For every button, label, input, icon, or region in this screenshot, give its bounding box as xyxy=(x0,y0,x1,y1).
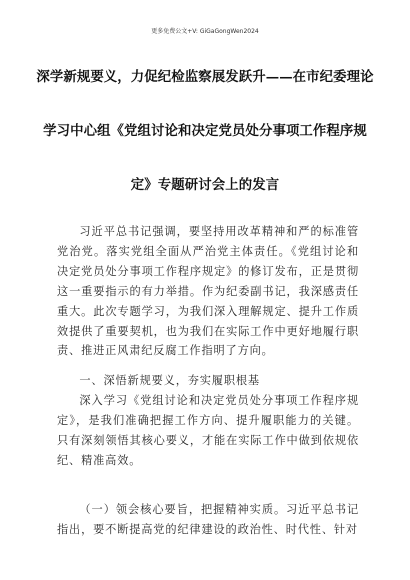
header-note: 更多免费公文+V: GiGaGongWen2024 xyxy=(151,28,259,35)
body-paragraph-section-1: 深入学习《党组讨论和决定党员处分事项工作程序规定》，是我们准确把握工作方向、提升履职能力的关键。只有深刻领悟其核心要义，才能在实际工作中做到依规依纪、精准高效。 xyxy=(57,394,359,467)
section-heading-1: 一、深悟新规要义，夯实履职根基 xyxy=(79,374,260,387)
title-line-3: 定》专题研讨会上的发言 xyxy=(130,177,280,193)
title-line-2: 学习中心组《党组讨论和决定党员处分事项工作程序规 xyxy=(43,123,367,139)
body-paragraph-subsection-1: （一）领会核心要旨，把握精神实质。习近平总书记指出，要不断提高党的纪律建设的政治性、时代性、针对 xyxy=(57,503,359,536)
title-line-1: 深学新规要义，力促纪检监察展发跃升——在市纪委理论 xyxy=(36,69,374,85)
body-paragraph-intro: 习近平总书记强调，要坚持用改革精神和严的标准管党治党。落实党组全面从严治党主体责任。《党组讨论和决定党员处分事项工作程序规定》的修订发布，正是贯彻这一重要指示的有力举措。作为纪委副书记，我深感责任重大。此次专题学习，为我们深入理解规定、提升工作质效提供了重要契机，也为我们在实际工作中更好地履行职责、推进正风肃纪反腐工作指明了方向。 xyxy=(57,225,359,358)
